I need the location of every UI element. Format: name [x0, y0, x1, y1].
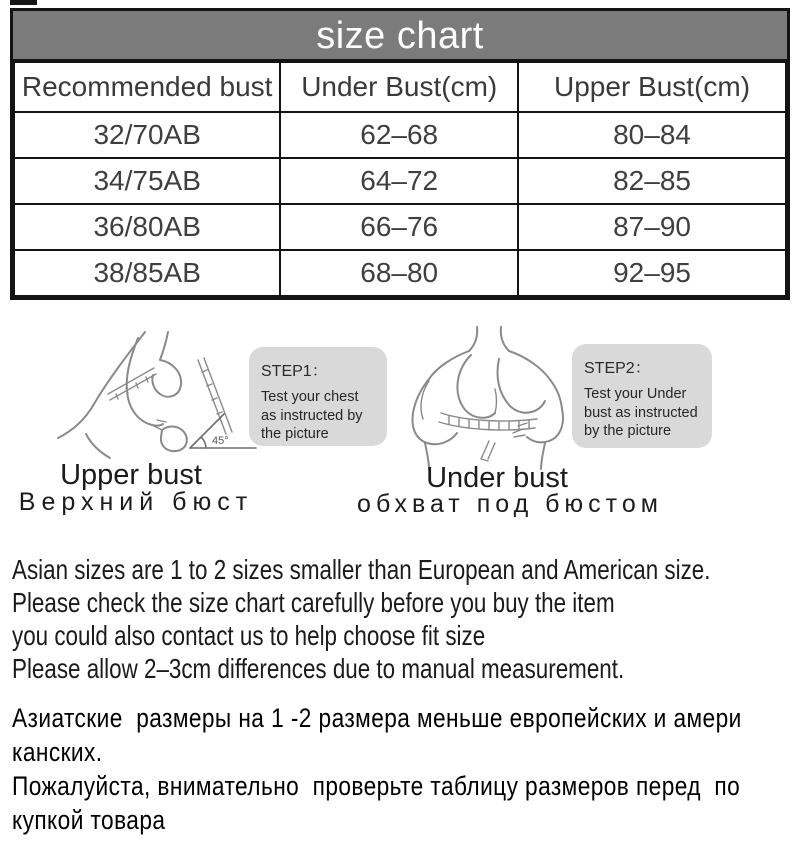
step1-box [249, 347, 387, 446]
upper-bust-label: Upper bust [60, 459, 202, 491]
table-row [14, 158, 786, 204]
note-line: канских. [12, 737, 103, 767]
notes-russian [12, 701, 800, 837]
note-line: Asian sizes are 1 to 2 sizes smaller than European and American size. [12, 554, 711, 585]
angle-45-icon [190, 414, 256, 448]
step2-box [572, 344, 712, 448]
size-table [13, 61, 787, 297]
cell-upper-bust: 87–90 [518, 204, 786, 250]
step2-title: STEP2： [584, 360, 651, 377]
note-line: Please check the size chart carefully before you buy the item [12, 587, 615, 618]
note-line: купкой товара [12, 805, 166, 835]
table-header-row [14, 62, 786, 112]
table-row [14, 250, 786, 296]
note-line: Азиатские размеры на 1 -2 размера меньше европейских и амери [12, 703, 742, 733]
step2-body: Test your Under bust as instructed by the picture [584, 386, 698, 439]
table-row [14, 204, 786, 250]
bent-woman-drawing [58, 332, 232, 458]
upper-bust-figure [50, 330, 262, 465]
cell-size: 38/85AB [14, 250, 280, 296]
note-line: Пожалуйста, внимательно проверьте таблицу размеров перед по [12, 771, 741, 801]
table-row [14, 112, 786, 158]
measuring-tape [439, 413, 537, 430]
cell-under-bust: 66–76 [280, 204, 518, 250]
size-chart-table [10, 8, 790, 300]
notes-english [12, 553, 800, 685]
col-header-upper-bust: Upper Bust(cm) [518, 62, 786, 112]
cell-size: 34/75AB [14, 158, 280, 204]
under-bust-label-ru: обхват под бюстом [357, 490, 663, 518]
under-bust-label: Under bust [426, 462, 568, 494]
upper-bust-label-ru: Верхний бюст [18, 488, 254, 516]
under-bust-figure [395, 325, 585, 470]
cell-upper-bust: 82–85 [518, 158, 786, 204]
cell-upper-bust: 92–95 [518, 250, 786, 296]
cell-under-bust: 62–68 [280, 112, 518, 158]
tape-end-tab [481, 441, 495, 461]
cell-under-bust: 68–80 [280, 250, 518, 296]
torso-drawing [413, 327, 563, 469]
note-line: Please allow 2–3cm differences due to manual measurement. [12, 653, 625, 684]
cell-under-bust: 64–72 [280, 158, 518, 204]
cell-upper-bust: 80–84 [518, 112, 786, 158]
cell-size: 36/80AB [14, 204, 280, 250]
step1-title: STEP1： [261, 363, 328, 380]
step1-body: Test your chest as instructed by the picture [261, 389, 363, 442]
col-header-recommended-bust: Recommended bust [14, 62, 280, 112]
note-line: you could also contact us to help choose fit size [12, 620, 486, 651]
col-header-under-bust: Under Bust(cm) [280, 62, 518, 112]
top-edge-artifact [10, 0, 37, 5]
cell-size: 32/70AB [14, 112, 280, 158]
angle-45-label: 45° [212, 435, 229, 447]
page-title: size chart [13, 11, 787, 61]
